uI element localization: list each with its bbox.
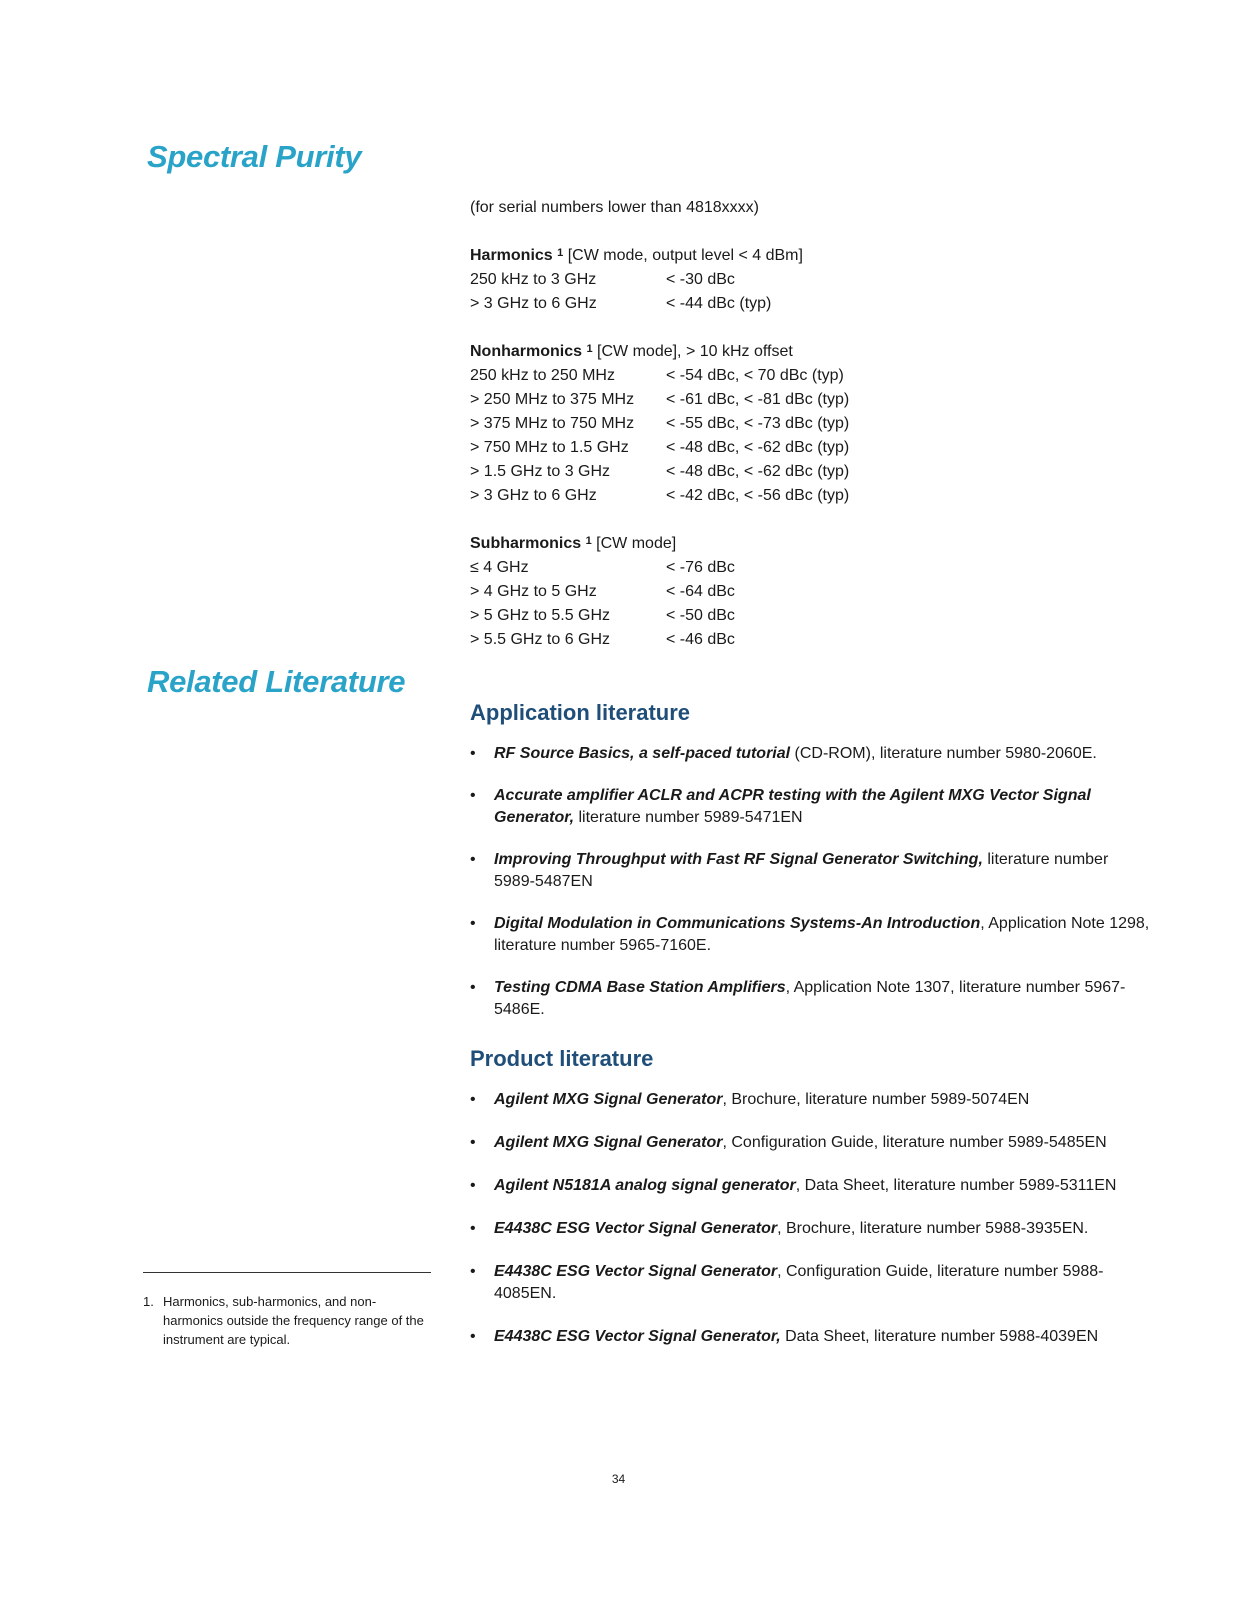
- spec-value: < -48 dBc, < -62 dBc (typ): [666, 463, 850, 480]
- spec-range: > 1.5 GHz to 3 GHz: [470, 463, 611, 480]
- spec-row: [470, 604, 1150, 628]
- literature-item: [470, 977, 1150, 1021]
- spectral-purity-heading: Spectral Purity: [147, 139, 362, 174]
- spec-value: < -61 dBc, < -81 dBc (typ): [666, 391, 850, 408]
- subharmonics-title: Subharmonics: [470, 535, 582, 552]
- literature-title: Agilent MXG Signal Generator: [494, 1091, 723, 1108]
- literature-details: Data Sheet, literature number 5988-4039EN: [780, 1328, 1099, 1345]
- harmonics-rows: [470, 268, 1150, 316]
- footnote-ref: 1: [585, 535, 592, 547]
- nonharmonics-title-line: [470, 340, 1150, 364]
- literature-item: [470, 743, 1150, 765]
- literature-item: [470, 1261, 1150, 1305]
- literature-item: [470, 849, 1150, 893]
- spec-row: [470, 388, 1150, 412]
- literature-details: literature number 5989-5471EN: [574, 809, 803, 826]
- subharmonics-condition: [CW mode]: [591, 535, 677, 552]
- serial-note: (for serial numbers lower than 4818xxxx): [470, 199, 760, 216]
- literature-item: [470, 1218, 1150, 1240]
- literature-item: [470, 1326, 1150, 1348]
- spectral-purity-specs: [470, 196, 1150, 676]
- spec-value: < -44 dBc (typ): [666, 295, 772, 312]
- nonharmonics-block: [470, 340, 1150, 508]
- spec-range: 250 kHz to 3 GHz: [470, 271, 597, 288]
- spec-row: [470, 292, 1150, 316]
- literature-title: Digital Modulation in Communications Systems-An Introduction: [494, 915, 981, 932]
- page-number: 34: [611, 1472, 626, 1486]
- spec-row: [470, 436, 1150, 460]
- bullet-icon: •: [470, 1177, 476, 1194]
- literature-title: Agilent N5181A analog signal generator: [494, 1177, 796, 1194]
- spec-value: < -30 dBc: [666, 271, 735, 288]
- spec-range: > 5.5 GHz to 6 GHz: [470, 631, 611, 648]
- application-literature-list: [470, 743, 1150, 1021]
- spec-row: [470, 484, 1150, 508]
- spec-range: ≤ 4 GHz: [470, 559, 529, 576]
- literature-details: , Brochure, literature number 5988-3935EN.: [777, 1220, 1089, 1237]
- spec-value: < -54 dBc, < 70 dBc (typ): [666, 367, 844, 384]
- spec-row: [470, 412, 1150, 436]
- footnote-ref: 1: [557, 247, 564, 259]
- spec-value: < -64 dBc: [666, 583, 735, 600]
- harmonics-block: [470, 244, 1150, 316]
- spec-range: > 375 MHz to 750 MHz: [470, 415, 635, 432]
- literature-details: , Brochure, literature number 5989-5074EN: [722, 1091, 1030, 1108]
- footnote: [143, 1292, 433, 1349]
- literature-details: (CD-ROM), literature number 5980-2060E.: [790, 745, 1097, 762]
- spec-row: [470, 580, 1150, 604]
- literature-title: Accurate amplifier ACLR and ACPR testing with the Agilent MXG Vector Signal Generator,: [494, 787, 1091, 826]
- footnote-divider: [143, 1272, 431, 1273]
- literature-item: [470, 913, 1150, 957]
- application-literature-heading: Application literature: [470, 700, 691, 725]
- product-literature-heading: Product literature: [470, 1046, 654, 1071]
- related-literature-heading: Related Literature: [147, 664, 406, 699]
- literature-title: E4438C ESG Vector Signal Generator: [494, 1220, 778, 1237]
- bullet-icon: •: [470, 915, 476, 932]
- footnote-text: Harmonics, sub-harmonics, and non-harmonics outside the frequency range of the instrument are typical.: [163, 1294, 424, 1347]
- bullet-icon: •: [470, 1091, 476, 1108]
- nonharmonics-condition: [CW mode], > 10 kHz offset: [592, 343, 793, 360]
- bullet-icon: •: [470, 1220, 476, 1237]
- spec-row: [470, 628, 1150, 652]
- spec-value: < -48 dBc, < -62 dBc (typ): [666, 439, 850, 456]
- spec-range: > 250 MHz to 375 MHz: [470, 391, 635, 408]
- spec-value: < -46 dBc: [666, 631, 735, 648]
- literature-item: [470, 1132, 1150, 1154]
- literature-details: , Application Note 1307, literature number 5967-5486E.: [494, 979, 1126, 1018]
- literature-title: RF Source Basics, a self-paced tutorial: [494, 745, 791, 762]
- literature-details: literature number 5989-5487EN: [494, 851, 1109, 890]
- literature-title: Agilent MXG Signal Generator: [494, 1134, 723, 1151]
- literature-details: , Application Note 1298, literature number 5965-7160E.: [494, 915, 1150, 954]
- spec-row: [470, 460, 1150, 484]
- literature-details: , Configuration Guide, literature number 5988-4085EN.: [494, 1263, 1104, 1302]
- literature-title: Testing CDMA Base Station Amplifiers: [494, 979, 786, 996]
- bullet-icon: •: [470, 745, 476, 762]
- literature-details: , Configuration Guide, literature number 5989-5485EN: [722, 1134, 1107, 1151]
- footnote-ref: 1: [586, 343, 593, 355]
- bullet-icon: •: [470, 979, 476, 996]
- subharmonics-block: [470, 532, 1150, 652]
- bullet-icon: •: [470, 1328, 476, 1345]
- footnote-number: 1.: [143, 1294, 154, 1309]
- spec-row: [470, 268, 1150, 292]
- subharmonics-rows: [470, 556, 1150, 652]
- spec-row: [470, 364, 1150, 388]
- literature-title: E4438C ESG Vector Signal Generator: [494, 1263, 778, 1280]
- spec-range: > 4 GHz to 5 GHz: [470, 583, 597, 600]
- literature-title: E4438C ESG Vector Signal Generator,: [494, 1328, 781, 1345]
- spec-row: [470, 556, 1150, 580]
- spec-value: < -50 dBc: [666, 607, 735, 624]
- bullet-icon: •: [470, 1134, 476, 1151]
- spec-value: < -76 dBc: [666, 559, 735, 576]
- literature-item: [470, 1089, 1150, 1111]
- nonharmonics-rows: [470, 364, 1150, 508]
- spec-range: > 5 GHz to 5.5 GHz: [470, 607, 611, 624]
- literature-details: , Data Sheet, literature number 5989-5311EN: [795, 1177, 1117, 1194]
- literature-title: Improving Throughput with Fast RF Signal Generator Switching,: [494, 851, 983, 868]
- harmonics-title-line: [470, 244, 1150, 268]
- bullet-icon: •: [470, 787, 476, 804]
- harmonics-condition: [CW mode, output level < 4 dBm]: [563, 247, 803, 264]
- literature-column: [470, 701, 1150, 1369]
- literature-item: [470, 1175, 1150, 1197]
- literature-item: [470, 785, 1150, 829]
- spec-value: < -55 dBc, < -73 dBc (typ): [666, 415, 850, 432]
- nonharmonics-title: Nonharmonics: [470, 343, 583, 360]
- spec-range: > 3 GHz to 6 GHz: [470, 487, 597, 504]
- spec-range: > 750 MHz to 1.5 GHz: [470, 439, 629, 456]
- bullet-icon: •: [470, 851, 476, 868]
- spec-value: < -42 dBc, < -56 dBc (typ): [666, 487, 850, 504]
- harmonics-title: Harmonics: [470, 247, 553, 264]
- spec-range: 250 kHz to 250 MHz: [470, 367, 615, 384]
- spec-range: > 3 GHz to 6 GHz: [470, 295, 597, 312]
- subharmonics-title-line: [470, 532, 1150, 556]
- bullet-icon: •: [470, 1263, 476, 1280]
- product-literature-list: [470, 1089, 1150, 1348]
